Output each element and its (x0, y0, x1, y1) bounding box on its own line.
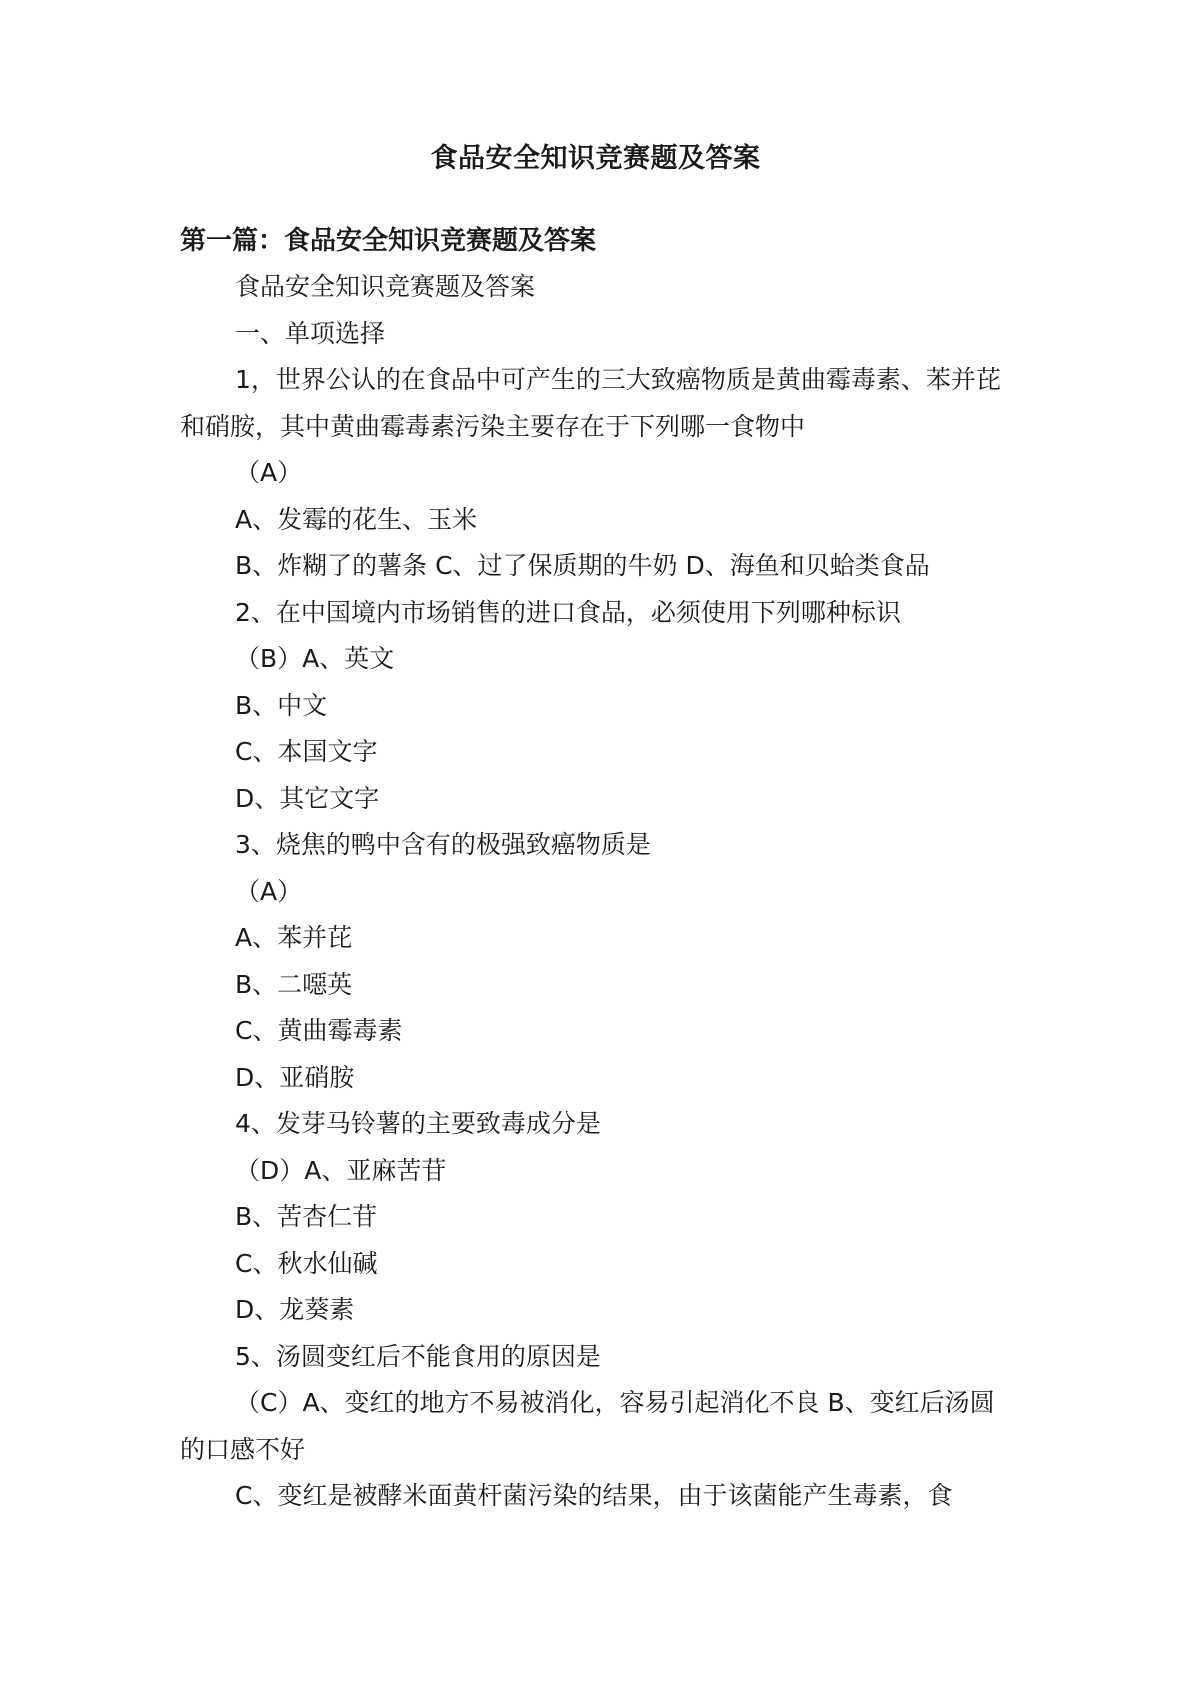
paragraph: C、秋水仙碱 (235, 1248, 378, 1278)
paragraph: 3、烧焦的鸭中含有的极强致癌物质是 (235, 830, 651, 859)
paragraph: （A） (235, 876, 303, 906)
paragraph: （B）A、英文 (235, 644, 395, 673)
paragraph: C、本国文字 (235, 737, 378, 766)
paragraph: B、炸糊了的薯条 C、过了保质期的牛奶 D、海鱼和贝蛤类食品 (235, 551, 930, 580)
paragraph: 2、在中国境内市场销售的进口食品，必须使用下列哪种标识 (235, 597, 901, 627)
paragraph: （A） (235, 458, 303, 487)
paragraph: D、亚硝胺 (235, 1062, 355, 1092)
paragraph: （D）A、亚麻苦苷 (235, 1155, 447, 1185)
paragraph: B、中文 (235, 690, 328, 720)
paragraph: 4、发芽马铃薯的主要致毒成分是 (235, 1109, 601, 1138)
section-heading: 第一篇：食品安全知识竞赛题及答案 (180, 226, 597, 256)
paragraph: 5、汤圆变红后不能食用的原因是 (235, 1341, 601, 1371)
paragraph: D、其它文字 (235, 783, 380, 813)
paragraph: B、二噁英 (235, 969, 353, 999)
paragraph: 一、单项选择 (235, 318, 386, 348)
paragraph: D、龙葵素 (235, 1295, 355, 1324)
paragraph: A、苯并芘 (235, 923, 353, 952)
paragraph: A、发霉的花生、玉米 (235, 504, 478, 534)
paragraph: 1，世界公认的在食品中可产生的三大致癌物质是黄曲霉毒素、苯并芘和硝胺，其中黄曲霉毒素污染主要存在于下列哪一食物中 (180, 365, 1001, 441)
paragraph: （C）A、变红的地方不易被消化，容易引起消化不良 B、变红后汤圆的口感不好 (180, 1388, 995, 1464)
paragraph: B、苦杏仁苷 (235, 1202, 378, 1231)
document-body (180, 264, 1018, 1520)
document-title: 食品安全知识竞赛题及答案 (430, 143, 761, 174)
paragraph: 食品安全知识竞赛题及答案 (235, 272, 536, 301)
paragraph: C、变红是被酵米面黄杆菌污染的结果，由于该菌能产生毒素，食 (235, 1481, 953, 1510)
paragraph: C、黄曲霉毒素 (235, 1016, 403, 1045)
